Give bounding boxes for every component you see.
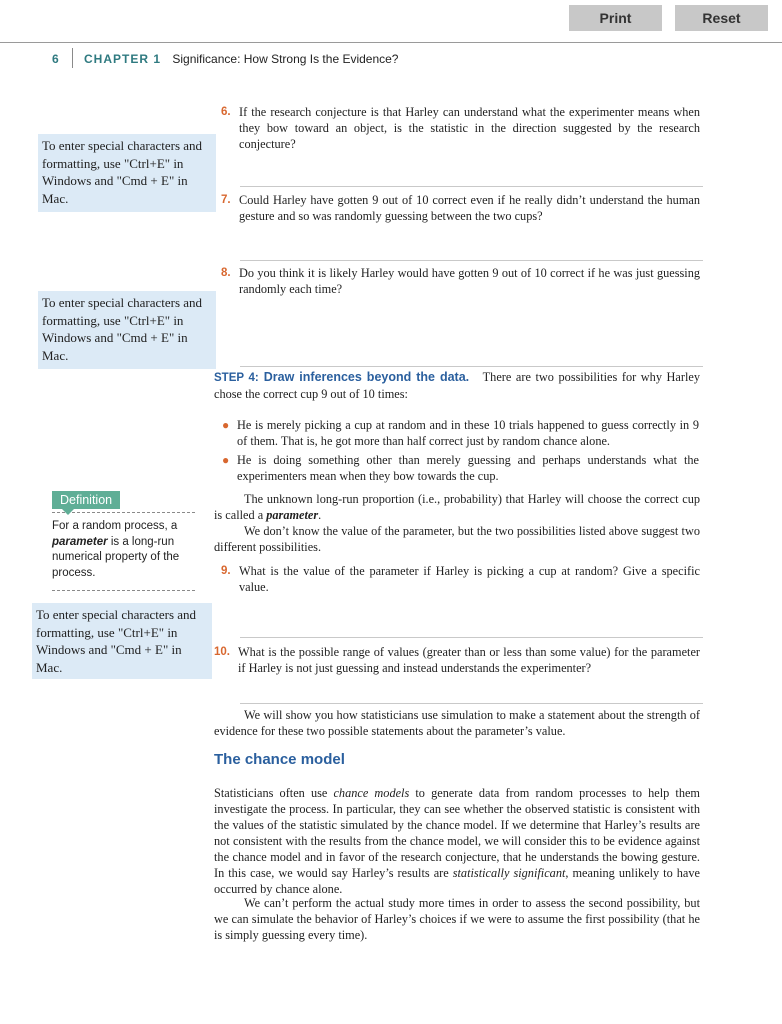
definition-box bbox=[52, 491, 195, 591]
bullet-item bbox=[222, 417, 699, 449]
bullet-icon: ● bbox=[222, 453, 230, 467]
simulation-assumption-paragraph: We can’t perform the actual study more times in order to assess the second possibility, but we can simulate the behavior of Harley’s choices if we were to assume the first possibility (that he is simply guessing every time). bbox=[214, 896, 700, 942]
question-text: Could Harley have gotten 9 out of 10 correct even if he really didn’t understand the human gesture and so was randomly guessing between the two cups? bbox=[239, 193, 700, 223]
chapter-label: CHAPTER 1 bbox=[84, 52, 162, 66]
chance-model-paragraph bbox=[214, 785, 700, 897]
chance-text-c: , meaning unlikely to have occurred by chance alone. bbox=[214, 866, 700, 896]
question-number: 8. bbox=[221, 267, 231, 279]
note-line: To enter special characters and bbox=[42, 138, 203, 153]
bullet-icon: ● bbox=[222, 418, 230, 432]
note-line: To enter special characters and bbox=[36, 607, 197, 622]
param-text-a: The unknown long-run proportion (i.e., probability) that Harley will choose the correct cup is called a bbox=[214, 492, 700, 522]
question-7 bbox=[221, 192, 700, 224]
question-number: 10. bbox=[214, 646, 230, 658]
question-6 bbox=[221, 104, 700, 152]
note-line: Windows and "Cmd + E" in bbox=[42, 173, 188, 188]
note-line: To enter special characters and bbox=[42, 295, 203, 310]
parameter-paragraph bbox=[214, 491, 700, 523]
question-text: What is the value of the parameter if Harley is picking a cup at random? Give a specific value. bbox=[239, 564, 700, 594]
bullet-text: He is doing something other than merely guessing and perhaps understands what the experimenters mean when they bow towards the cup. bbox=[237, 453, 699, 483]
parameter-paragraph-2: We don’t know the value of the parameter, but the two possibilities listed above suggest two different possibilities. bbox=[214, 524, 700, 554]
step-4-text: There are two possibilities for why Harley chose the correct cup 9 out of 10 times: bbox=[214, 370, 701, 401]
header-divider bbox=[72, 48, 73, 68]
note-line: Mac. bbox=[42, 347, 69, 363]
question-text: What is the possible range of values (greater than or less than some value) for the parameter if Harley is not just guessing and instead understands the experimenter? bbox=[238, 645, 700, 675]
definition-text-a: For a random process, a bbox=[52, 520, 178, 532]
question-9 bbox=[221, 563, 700, 595]
question-number: 9. bbox=[221, 565, 231, 577]
print-button[interactable]: Print bbox=[569, 5, 662, 31]
step-title: Draw inferences beyond the data. bbox=[263, 370, 470, 384]
answer-line[interactable] bbox=[240, 186, 703, 187]
answer-line[interactable] bbox=[240, 703, 703, 704]
note-line: Mac. bbox=[36, 659, 63, 675]
special-characters-note bbox=[38, 291, 216, 369]
reset-button[interactable]: Reset bbox=[675, 5, 768, 31]
question-number: 6. bbox=[221, 106, 231, 118]
param-text-b: . bbox=[318, 508, 322, 522]
page-number: 6 bbox=[52, 52, 59, 66]
note-line: Windows and "Cmd + E" in bbox=[36, 642, 182, 657]
note-line: formatting, use "Ctrl+E" in bbox=[42, 155, 184, 171]
question-text: Do you think it is likely Harley would have gotten 9 out of 10 correct if he was just guessing randomly each time? bbox=[239, 266, 700, 296]
statistically-significant-term: statistically significant bbox=[452, 866, 566, 880]
note-line: Windows and "Cmd + E" in bbox=[42, 330, 188, 345]
chance-text-b: to generate data from random processes to help them investigate the process. In particular, they can see whether the observed statistic is consistent with the values of the statistic simulated by the chance model. If we determine that Harley’s results are not consistent with the results from the chance model, we will consider this to be evidence against the chance model and in favor of the research conjecture, that he understands the bowing gesture. In this case, we would say Harley’s results are bbox=[214, 786, 700, 880]
simulation-paragraph: We will show you how statisticians use simulation to make a statement about the strength of evidence for these two possible statements about the parameter’s value. bbox=[214, 708, 700, 738]
definition-term: parameter bbox=[52, 535, 108, 548]
definition-text bbox=[52, 513, 195, 587]
question-text: If the research conjecture is that Harley can understand what the experimenter means when they bow toward an object, is the statistic in the direction suggested by the research conjecture? bbox=[239, 105, 700, 151]
answer-line[interactable] bbox=[240, 366, 703, 367]
parameter-term: parameter bbox=[266, 508, 319, 522]
step-4-paragraph bbox=[214, 369, 700, 402]
answer-line[interactable] bbox=[240, 637, 703, 638]
top-toolbar bbox=[0, 0, 782, 43]
question-number: 7. bbox=[221, 194, 231, 206]
chapter-title: Significance: How Strong Is the Evidence? bbox=[172, 52, 399, 66]
chance-text-a: Statisticians often use bbox=[214, 786, 334, 800]
section-title: The chance model bbox=[214, 751, 345, 768]
step-number: STEP 4: bbox=[214, 372, 259, 384]
step-4-label bbox=[214, 370, 469, 384]
bullet-text: He is merely picking a cup at random and in these 10 trials happened to guess correctly in 9 of them. That is, he got more than half correct just by random chance alone. bbox=[237, 418, 699, 448]
bullet-item bbox=[222, 452, 699, 484]
special-characters-note bbox=[32, 603, 212, 679]
chapter-heading bbox=[84, 52, 398, 66]
chance-models-term: chance models bbox=[333, 786, 410, 800]
definition-divider bbox=[52, 590, 195, 591]
definition-text-b: is a long-run numerical property of the process. bbox=[52, 535, 180, 579]
note-line: formatting, use "Ctrl+E" in bbox=[42, 312, 184, 328]
question-10 bbox=[214, 644, 700, 676]
note-line: Mac. bbox=[42, 190, 69, 206]
special-characters-note bbox=[38, 134, 216, 212]
answer-line[interactable] bbox=[240, 260, 703, 261]
definition-tab: Definition bbox=[52, 491, 120, 509]
question-8 bbox=[221, 265, 700, 297]
note-line: formatting, use "Ctrl+E" in bbox=[36, 624, 178, 640]
